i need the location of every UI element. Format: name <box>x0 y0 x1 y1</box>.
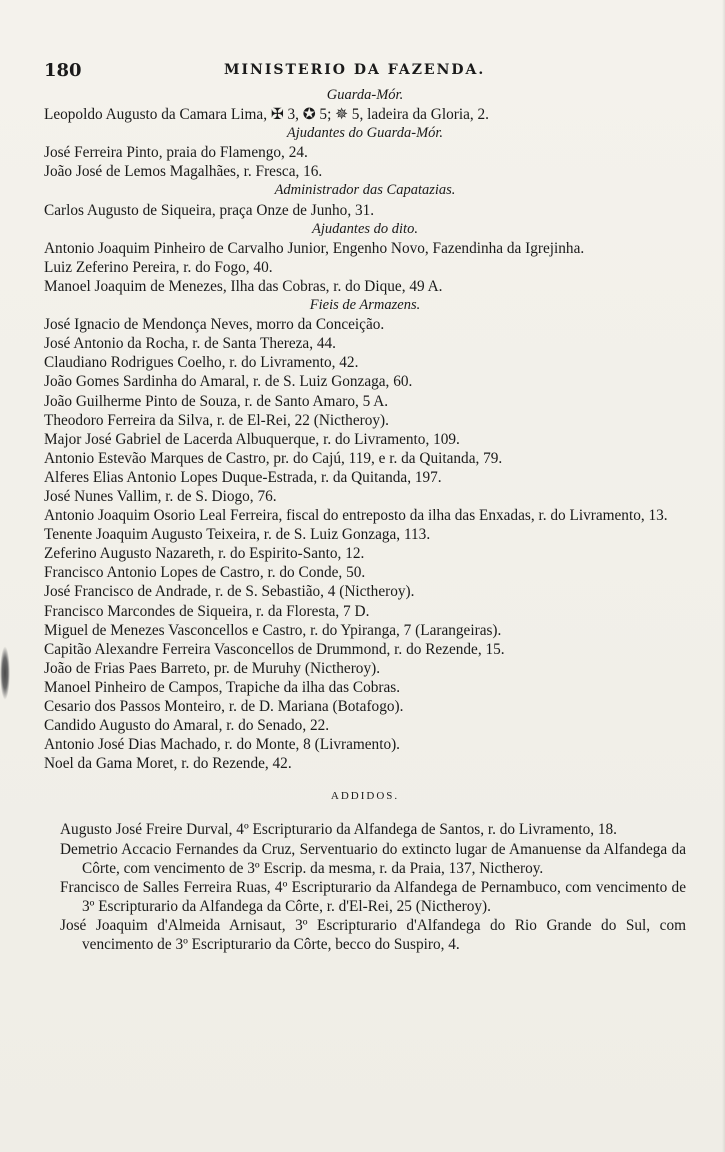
added-entry: Augusto José Freire Durval, 4º Escripturario da Alfandega de Santos, r. do Livramento, 18. <box>60 821 618 839</box>
list-item: José Ignacio de Mendonça Neves, morro da Conceição. <box>44 316 385 334</box>
list-item: João Guilherme Pinto de Souza, r. de Santo Amaro, 5 A. <box>44 392 389 410</box>
list-item: Candido Augusto do Amaral, r. do Senado, 22. <box>44 717 330 735</box>
list-item: Alferes Elias Antonio Lopes Duque-Estrada, r. da Quitanda, 197. <box>44 468 442 486</box>
list-item: Luiz Zeferino Pereira, r. do Fogo, 40. <box>44 258 273 276</box>
added-entry: Francisco de Salles Ferreira Ruas, 4º Escripturario da Alfandega de Pernambuco, com vencimento de 3º Escripturario da Alfandega da Côrte, r. d'El-Rei, 25 (Nictheroy). <box>60 878 686 915</box>
list-item: José Ferreira Pinto, praia do Flamengo, 24. <box>44 144 308 162</box>
list-item: Antonio Joaquim Osorio Leal Ferreira, fiscal do entreposto da ilha das Enxadas, r. do Livramento, 13. <box>44 507 668 525</box>
list-item: Antonio Joaquim Pinheiro de Carvalho Junior, Engenho Novo, Fazendinha da Igrejinha. <box>44 239 585 257</box>
section-heading-ajudantes-dito: Ajudantes do dito. <box>312 220 418 237</box>
list-item: Antonio Estevão Marques de Castro, pr. do Cajú, 119, e r. da Quitanda, 79. <box>44 449 503 467</box>
list-item: Major José Gabriel de Lacerda Albuquerque, r. do Livramento, 109. <box>44 430 460 448</box>
list-item: Francisco Marcondes de Siqueira, r. da Floresta, 7 D. <box>44 602 370 620</box>
list-item: José Francisco de Andrade, r. de S. Sebastião, 4 (Nictheroy). <box>44 583 415 601</box>
list-item: José Antonio da Rocha, r. de Santa Thereza, 44. <box>44 335 336 353</box>
scan-binding-mark <box>0 646 10 700</box>
list-item: Zeferino Augusto Nazareth, r. do Espirito-Santo, 12. <box>44 545 365 563</box>
added-entry: Demetrio Accacio Fernandes da Cruz, Serventuario do extincto lugar de Amanuense da Alfandega da Côrte, com vencimento de 3º Escrip. da mesma, r. da Praia, 137, Nictheroy. <box>60 840 686 877</box>
list-item: Cesario dos Passos Monteiro, r. de D. Mariana (Botafogo). <box>44 698 404 715</box>
list-item: Tenente Joaquim Augusto Teixeira, r. de S. Luiz Gonzaga, 113. <box>44 526 431 544</box>
running-title: MINISTERIO DA FAZENDA. <box>224 62 486 78</box>
list-item: Carlos Augusto de Siqueira, praça Onze de Junho, 31. <box>44 201 375 219</box>
list-item: Theodoro Ferreira da Silva, r. de El-Rei, 22 (Nictheroy). <box>44 411 389 429</box>
section-heading-administrador: Administrador das Capatazias. <box>274 182 456 199</box>
added-section-title: ADDIDOS. <box>330 790 400 803</box>
list-item: Claudiano Rodrigues Coelho, r. do Livramento, 42. <box>44 354 359 372</box>
page-header <box>44 60 684 84</box>
list-item: Manoel Joaquim de Menezes, Ilha das Cobras, r. do Dique, 49 A. <box>44 277 443 295</box>
list-item: Antonio José Dias Machado, r. do Monte, 8 (Livramento). <box>44 736 401 754</box>
section-heading-guarda-mor: Guarda-Mór. <box>326 87 404 103</box>
list-item: João de Frias Paes Barreto, pr. de Muruhy (Nictheroy). <box>44 659 381 677</box>
list-item: José Nunes Vallim, r. de S. Diogo, 76. <box>44 487 277 505</box>
page-content <box>44 86 686 954</box>
added-list <box>60 820 686 954</box>
list-item: Capitão Alexandre Ferreira Vasconcellos de Drummond, r. do Rezende, 15. <box>44 640 505 658</box>
added-entry: José Joaquim d'Almeida Arnisaut, 3º Escripturario d'Alfandega do Rio Grande do Sul, com vencimento de 3º Escripturario da Côrte, becco do Suspiro, 4. <box>60 916 686 954</box>
list-item: João Gomes Sardinha do Amaral, r. de S. Luiz Gonzaga, 60. <box>44 373 413 391</box>
list-item: Leopoldo Augusto da Camara Lima, ✠ 3, ✪ 5; ✵ 5, ladeira da Gloria, 2. <box>44 106 489 124</box>
list-item: Manoel Pinheiro de Campos, Trapiche da ilha das Cobras. <box>44 678 401 696</box>
list-item: Miguel de Menezes Vasconcellos e Castro, r. do Ypiranga, 7 (Larangeiras). <box>44 621 502 639</box>
list-item: João José de Lemos Magalhães, r. Fresca, 16. <box>44 163 323 181</box>
section-heading-ajudantes-guarda-mor: Ajudantes do Guarda-Mór. <box>286 125 444 142</box>
list-item: Francisco Antonio Lopes de Castro, r. do Conde, 50. <box>44 564 366 582</box>
page-number: 180 <box>44 60 82 81</box>
section-heading-fieis-armazens: Fieis de Armazens. <box>309 297 421 314</box>
list-item: Noel da Gama Moret, r. do Rezende, 42. <box>44 755 292 773</box>
